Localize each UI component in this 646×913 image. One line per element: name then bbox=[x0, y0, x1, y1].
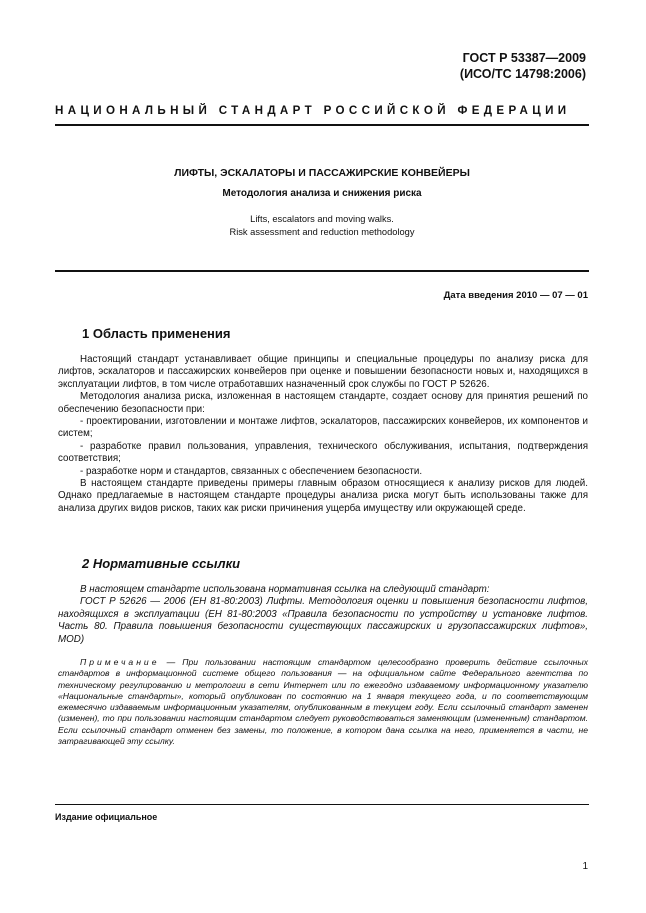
section-1-body bbox=[58, 354, 588, 515]
page-number: 1 bbox=[582, 861, 588, 872]
standard-number: ГОСТ Р 53387—2009 bbox=[462, 51, 586, 65]
note-text: — При пользовании настоящим стандартом целесообразно проверить действие ссылочных стандартов в информационной системе общего пользования — на официальном сайте Федерального агентства по техническому регулированию и метрологии в сети Интернет или по ежегодно издаваемому информационному указателю «Национальные стандарты», который опубликован по состоянию на 1 января текущего года, и по соответствующим ежемесячно издаваемым информационным указателям, опубликованным в текущем году. Если ссылочный стандарт заменен (изменен), то при пользовании настоящим стандартом следует руководствоваться заменяющим (измененным) стандартом. Если ссылочный стандарт отменен без замены, то положение, в котором дана ссылка на него, применяется в части, не затрагивающей эту ссылку. bbox=[58, 657, 588, 747]
section-2-body bbox=[58, 584, 588, 646]
standard-designation bbox=[460, 50, 586, 82]
reference-entry: ГОСТ Р 52626 — 2006 (ЕН 81-80:2003) Лифты. Методология оценки и повышения безопасности лифтов, находящихся в эксплуатации (ЕН 81-80:2003 «Правила безопасности по устройству и установке лифтов. Часть 80. Правила повышения безопасности существующих пассажирских и грузопассажирских лифтов», MOD) bbox=[58, 596, 588, 645]
paragraph: Настоящий стандарт устанавливает общие принципы и специальные процедуры по анализу риска для лифтов, эскалаторов и пассажирских конвейеров при оценке и повышении безопасности новых и, находящихся в эксплуатации лифтов, в том числе отработавших назначенный срок службы по ГОСТ Р 52626. bbox=[58, 354, 588, 390]
note-paragraph bbox=[58, 657, 588, 747]
footer-rule bbox=[55, 804, 589, 805]
paragraph: Методология анализа риска, изложенная в настоящем стандарте, создает основу для принятия решений по обеспечению безопасности при: bbox=[58, 391, 588, 415]
national-standard-title: НАЦИОНАЛЬНЫЙ СТАНДАРТ РОССИЙСКОЙ ФЕДЕРАЦИИ bbox=[55, 104, 571, 117]
section-1-heading: 1 Область применения bbox=[82, 326, 231, 341]
english-title bbox=[55, 213, 589, 239]
title-rule bbox=[55, 270, 589, 272]
english-title-line2: Risk assessment and reduction methodology bbox=[229, 227, 415, 237]
paragraph: В настоящем стандарте приведены примеры главным образом относящиеся к анализу рисков для людей. Однако предлагаемые в настоящем стандарте процедуры анализа риска могут быть использованы также для анализа других видов рисков, таких как риски причинения ущерба имуществу или окружающей среде. bbox=[58, 478, 588, 514]
paragraph: В настоящем стандарте использована нормативная ссылка на следующий стандарт: bbox=[80, 584, 490, 595]
official-edition-label: Издание официальное bbox=[55, 812, 158, 822]
list-item: - разработке норм и стандартов, связанных с обеспечением безопасности. bbox=[80, 465, 423, 477]
document-subtitle: Методология анализа и снижения риска bbox=[222, 188, 422, 199]
list-item: - разработке правил пользования, управления, технического обслуживания, испытания, подтверждения соответствия; bbox=[58, 440, 588, 465]
header-rule bbox=[55, 124, 589, 126]
introduction-date: Дата введения 2010 — 07 — 01 bbox=[443, 290, 588, 301]
iso-number: (ИСО/ТС 14798:2006) bbox=[459, 67, 586, 81]
section-2-heading: 2 Нормативные ссылки bbox=[82, 556, 241, 571]
note-block bbox=[58, 657, 588, 747]
document-title: ЛИФТЫ, ЭСКАЛАТОРЫ И ПАССАЖИРСКИЕ КОНВЕЙЕРЫ bbox=[174, 167, 470, 179]
english-title-line1: Lifts, escalators and moving walks. bbox=[250, 214, 394, 224]
list-item: - проектировании, изготовлении и монтаже лифтов, эскалаторов, пассажирских конвейеров, их компонентов и систем; bbox=[58, 416, 588, 440]
note-label: Примечание bbox=[80, 657, 160, 667]
